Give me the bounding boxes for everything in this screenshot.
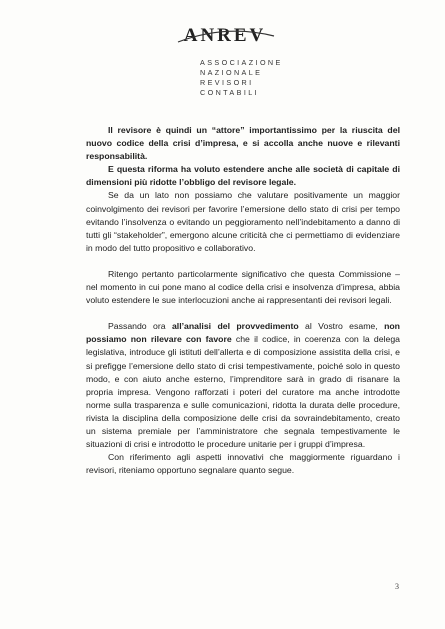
anrev-logo xyxy=(170,26,280,46)
paragraph-5: Passando ora all’analisi del provvedimento al Vostro esame, non possiamo non rilevare con favore che il codice, in coerenza con la delega legislativa, introduce gli istituti dell’allerta e di composizione assistita della crisi, e si prefigge l’emersione dello stato di crisi tempestivamente, poiché solo in questo modo, e con aiuto anche esterno, l’imprenditore sarà in grado di risanare la propria impresa. Vengono rafforzati i poteri del curatore ma anche introdotte norme sulla trasparenza e sulle comunicazioni, ridotta la durata delle procedure, rivista la disciplina della composizione delle crisi da sovraindebitamento, creato un sistema premiale per l’amministratore che segnala tempestivamente le situazioni di crisi e introdotto le procedure unitarie per i gruppi d’impresa. xyxy=(86,321,400,450)
logo-sub-line: REVISORI xyxy=(200,78,254,87)
paragraph-1: Il revisore è quindi un “attore” importantissimo per la riuscita del nuovo codice della crisi d’impresa, e si accolla anche nuove e rilevanti responsabilità. xyxy=(86,125,400,162)
paragraph-3: Se da un lato non possiamo che valutare positivamente un maggior coinvolgimento dei revisori per favorire l’emersione dello stato di crisi per tempo evitando l’insolvenza o evitando un peggioramento nell’indebitamento a danno di tutti gli “stakeholder”, emergono alcune criticità che ci permettiamo di evidenziare in modo del tutto propositivo e collaborativo. xyxy=(86,190,400,253)
page-number: 3 xyxy=(395,582,399,591)
logo-sub-line: ASSOCIAZIONE xyxy=(200,58,283,67)
paragraph-2: E questa riforma ha voluto estendere anche alle società di capitale di dimensioni più ridotte l’obbligo del revisore legale. xyxy=(86,164,400,188)
logo-mark: ANREV xyxy=(183,25,267,46)
logo-sub-line: CONTABILI xyxy=(200,88,260,97)
paragraph-4: Ritengo pertanto particolarmente significativo che questa Commissione – nel momento in cui pone mano al codice della crisi e insolvenza d’impresa, abbia voluto estendere le sue interlocuzioni anche ai rappresentanti dei revisori legali. xyxy=(86,268,400,306)
logo-swoosh-icon xyxy=(176,30,276,44)
logo-subtitle xyxy=(200,58,283,98)
paragraph-6: Con riferimento agli aspetti innovativi che maggiormente riguardano i revisori, riteniamo opportuno segnalare quanto segue. xyxy=(86,452,400,476)
logo-sub-line: NAZIONALE xyxy=(200,68,263,77)
document-body xyxy=(86,124,400,477)
